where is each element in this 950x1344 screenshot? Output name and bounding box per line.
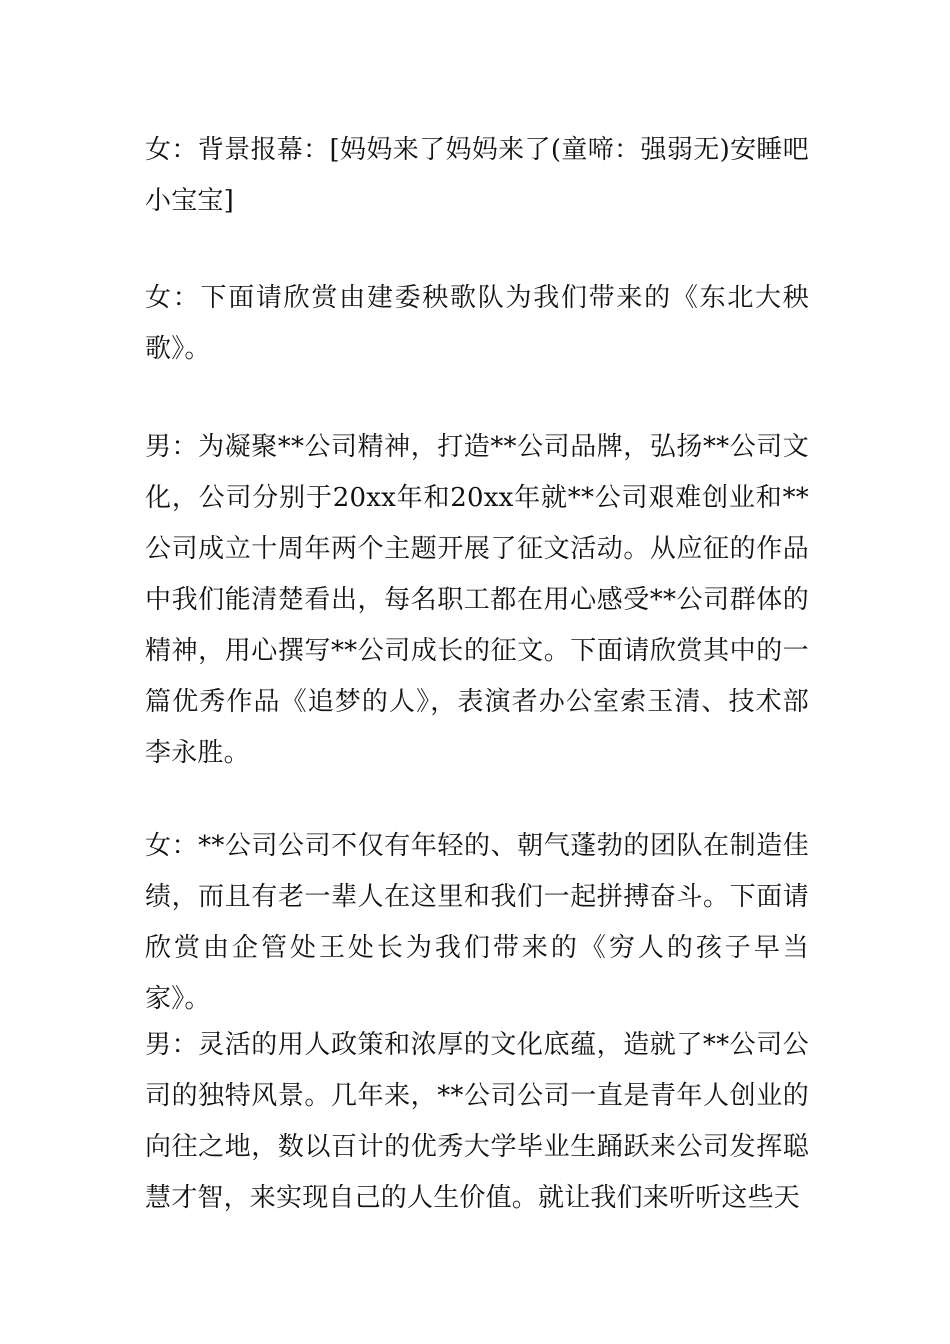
paragraph-female-yangge-intro: 女：下面请欣赏由建委秧歌队为我们带来的《东北大秧歌》。	[145, 283, 809, 364]
paragraph-female-announcement-background: 女：背景报幕：[妈妈来了妈妈来了(童啼：强弱无)安睡吧小宝宝]	[145, 135, 809, 216]
paragraph-male-essay-contest: 男：为凝聚**公司精神，打造**公司品牌，弘扬**公司文化，公司分别于20xx年和20xx年就**公司艰难创业和**公司成立十周年两个主题开展了征文活动。从应征的作品中我们能清楚看出，每名职工都在用心感受**公司群体的精神，用心撰写**公司成长的征文。下面请欣赏其中的一篇优秀作品《追梦的人》，表演者办公室索玉清、技术部李永胜。	[145, 432, 809, 768]
paragraph-male-talent-policy: 男：灵活的用人政策和浓厚的文化底蕴，造就了**公司公司的独特风景。几年来，**公司公司一直是青年人创业的向往之地，数以百计的优秀大学毕业生踊跃来公司发挥聪慧才智，来实现自己的人生价值。就让我们来听听这些天	[145, 1030, 809, 1213]
paragraph-female-veteran-performance: 女：**公司公司不仅有年轻的、朝气蓬勃的团队在制造佳绩，而且有老一辈人在这里和我们一起拼搏奋斗。下面请欣赏由企管处王处长为我们带来的《穷人的孩子早当家》。	[145, 831, 809, 1014]
